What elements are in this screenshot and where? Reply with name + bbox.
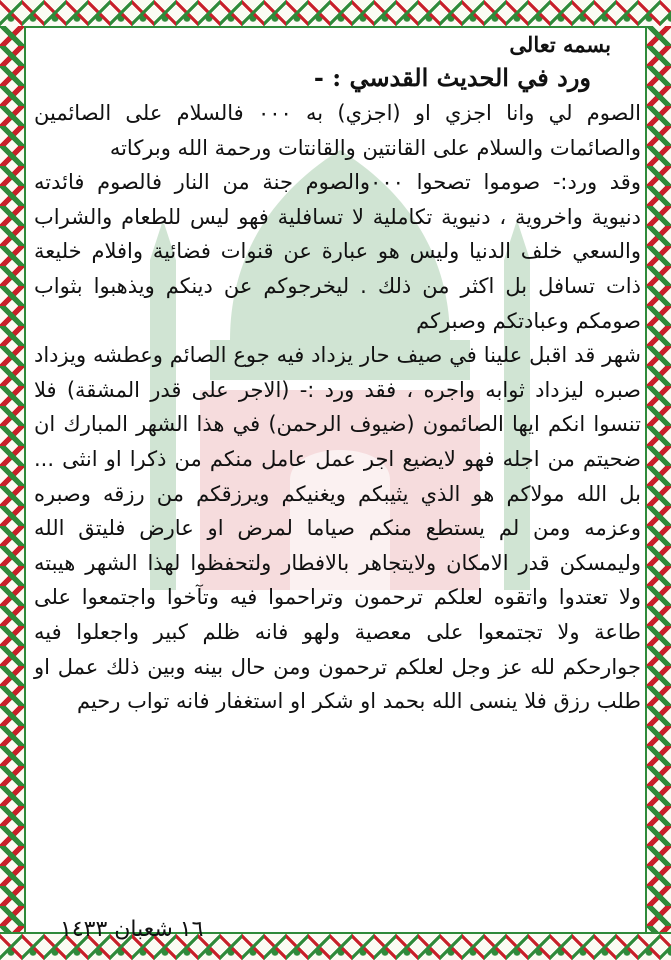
ornamental-border-top (0, 0, 671, 28)
document-content (34, 32, 641, 920)
paragraph-1: الصوم لي وانا اجزي او (اجزي) به ٠٠٠ فالسلام على الصائمين والصائمات والسلام على القانتين والقانتات ورحمة الله وبركاته (34, 101, 641, 160)
ornamental-border-right (645, 26, 671, 934)
date-text: ١٦ شعبان ١٤٣٣ (60, 917, 204, 942)
paragraph-3: شهر قد اقبل علينا في صيف حار يزداد فيه جوع الصائم وعطشه ويزداد صبره ليزداد ثوابه واجره ، فقد ورد :- (الاجر على قدر المشقة) فلا تنسوا انكم ايها الصائمون (ضيوف الرحمن) في هذا الشهر المبارك ان ضحيتم من اجله فهو لايضيع اجر عمل عامل منكم من ذكرا او انثى ... بل الله مولاكم هو الذي يثيبكم ويغنيكم ويرزقكم من رزقه وصبره وعزمه ومن لم يستطع منكم صياما لمرض او عارض فليتق الله وليمسكن قدر الامكان ولايتجاهر بالافطار ولتحفظوا لهذا الشهر هيبته ولا تعتدوا واتقوه لعلكم ترحمون وتراحموا فيه وتآخوا واجتمعوا على طاعة ولا تجتمعوا على معصية ولهو فانه ظلم كبير واجعلوا فيه جوارحكم لله عز وجل لعلكم ترحمون ومن حال بينه وبين ذلك عمل او طلب رزق فلا ينسى الله بحمد او شكر او استغفار فانه تواب رحيم (34, 343, 641, 714)
basmala-text: بسمه تعالى (509, 32, 611, 57)
paragraph-2: وقد ورد:- صوموا تصحوا ٠٠٠والصوم جنة من النار فالصوم فائدته دنيوية واخروية ، دنيوية تكاملية لا تسافلية فهو ليس للطعام والشراب والسعي خلف الدنيا وليس هو عبارة عن قنوات فضائية وافلام خليعة ذات تسافل بل اكثر من ذلك . ليخرجوكم عن دينكم ويذهبوا بثواب صومكم وعبادتكم وصبركم (34, 170, 641, 333)
heading-text: ورد في الحديث القدسي : - (313, 63, 591, 92)
ornamental-border-left (0, 26, 26, 934)
